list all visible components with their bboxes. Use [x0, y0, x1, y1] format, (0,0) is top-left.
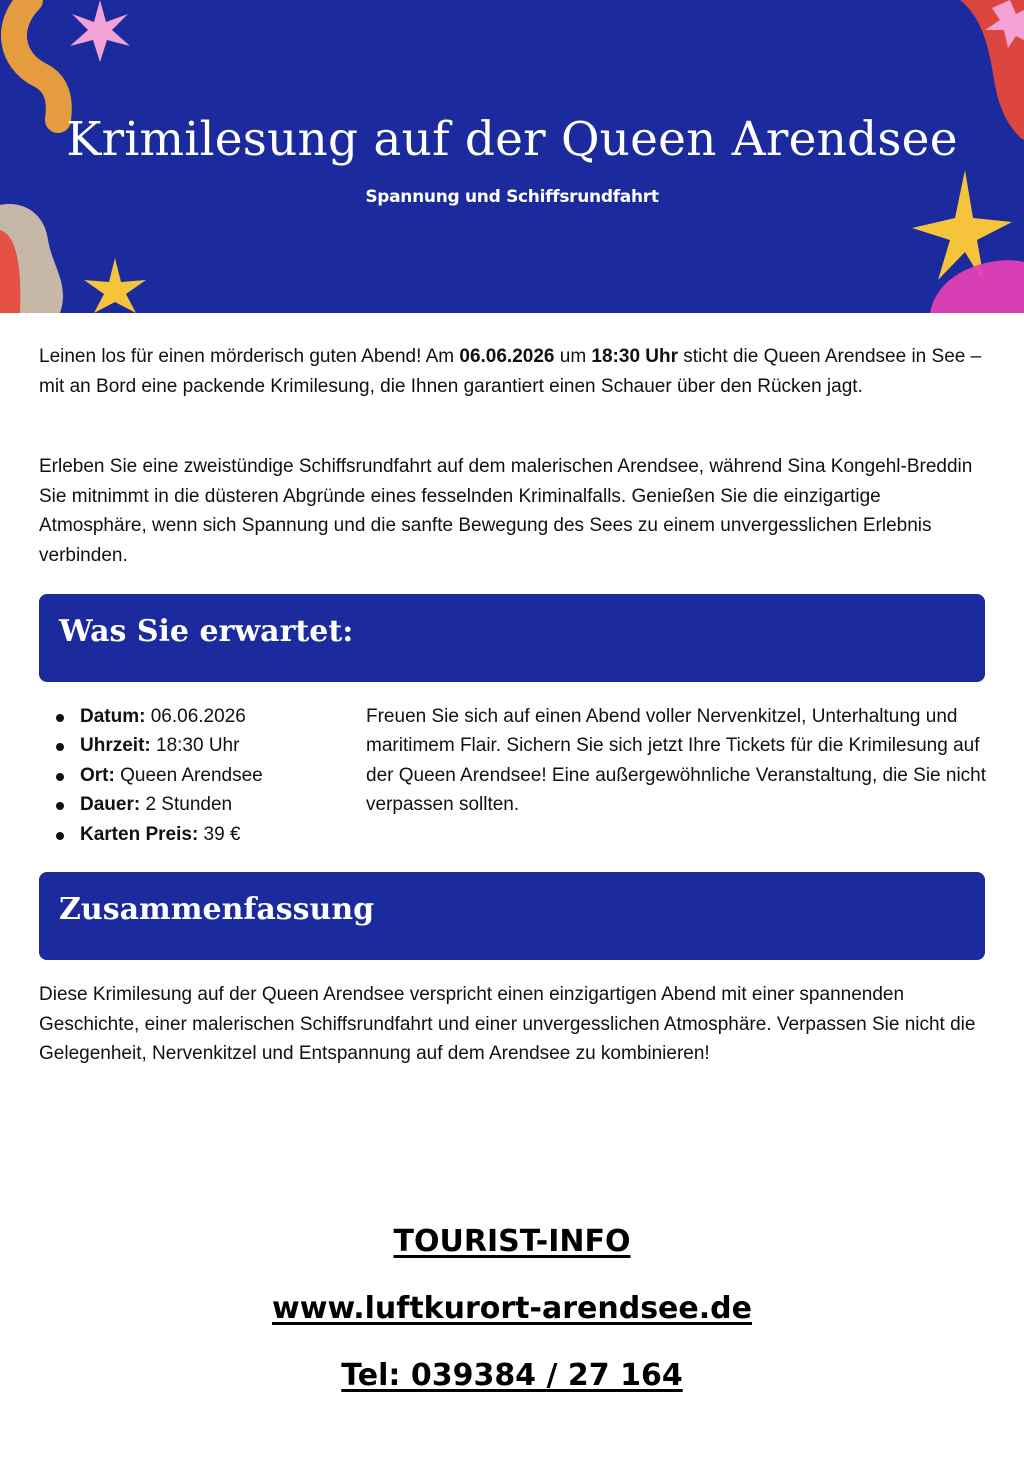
list-item: Datum: 06.06.2026 [56, 702, 356, 731]
phone-number[interactable]: Tel: 039384 / 27 164 [341, 1358, 683, 1393]
list-item: Ort: Queen Arendsee [56, 761, 356, 790]
event-time: 18:30 Uhr [591, 346, 679, 367]
pink-star-icon [70, 0, 130, 62]
summary-heading: Zusammenfassung [59, 892, 375, 927]
expect-heading-band [39, 594, 985, 682]
tourist-info-label: TOURIST-INFO [393, 1224, 631, 1259]
intro-paragraph-1: Leinen los für einen mörderisch guten Abend! Am 06.06.2026 um 18:30 Uhr sticht die Queen Arendsee in See – mit an Bord eine packende Krimilesung, die Ihnen garantiert einen Schauer über den Rücken jagt. [39, 346, 982, 397]
list-item: Karten Preis: 39 € [56, 820, 356, 849]
bullet-icon [56, 832, 64, 840]
event-date: 06.06.2026 [459, 346, 555, 367]
bullet-icon [56, 714, 64, 722]
header-banner [0, 0, 1024, 313]
bullet-icon [56, 802, 64, 810]
website-link[interactable]: www.luftkurort-arendsee.de [272, 1291, 752, 1326]
page-subtitle: Spannung und Schiffsrundfahrt [365, 187, 659, 207]
yellow-star-icon [84, 258, 146, 313]
bullet-icon [56, 773, 64, 781]
page-title: Krimilesung auf der Queen Arendsee [66, 112, 958, 167]
intro-paragraph-2: Erleben Sie eine zweistündige Schiffsrundfahrt auf dem malerischen Arendsee, während Sina Kongehl-Breddin Sie mitnimmt in die düsteren Abgründe eines fesselnden Kriminalfalls. Genießen Sie die einzigartige Atmosphäre, wenn sich Spannung und die sanfte Bewegung des Sees zu einem unvergesslichen Erlebnis verbinden. [39, 456, 973, 566]
event-facts-list [56, 702, 356, 849]
summary-heading-band [39, 872, 985, 960]
summary-paragraph: Diese Krimilesung auf der Queen Arendsee verspricht einen einzigartigen Abend mit einer spannenden Geschichte, einer malerischen Schiffsrundfahrt und einer unvergesslichen Atmosphäre. Verpassen Sie nicht die Gelegenheit, Nervenkitzel und Entspannung auf dem Arendsee zu kombinieren! [39, 984, 976, 1065]
list-item: Dauer: 2 Stunden [56, 790, 356, 819]
bullet-icon [56, 743, 64, 751]
list-item: Uhrzeit: 18:30 Uhr [56, 731, 356, 760]
expect-description: Freuen Sie sich auf einen Abend voller Nervenkitzel, Unterhaltung und maritimem Flair. Sichern Sie sich jetzt Ihre Tickets für die Krimilesung auf der Queen Arendsee! Eine außergewöhnliche Veranstaltung, die Sie nicht verpassen sollten. [366, 706, 987, 816]
expect-heading: Was Sie erwartet: [59, 614, 354, 649]
